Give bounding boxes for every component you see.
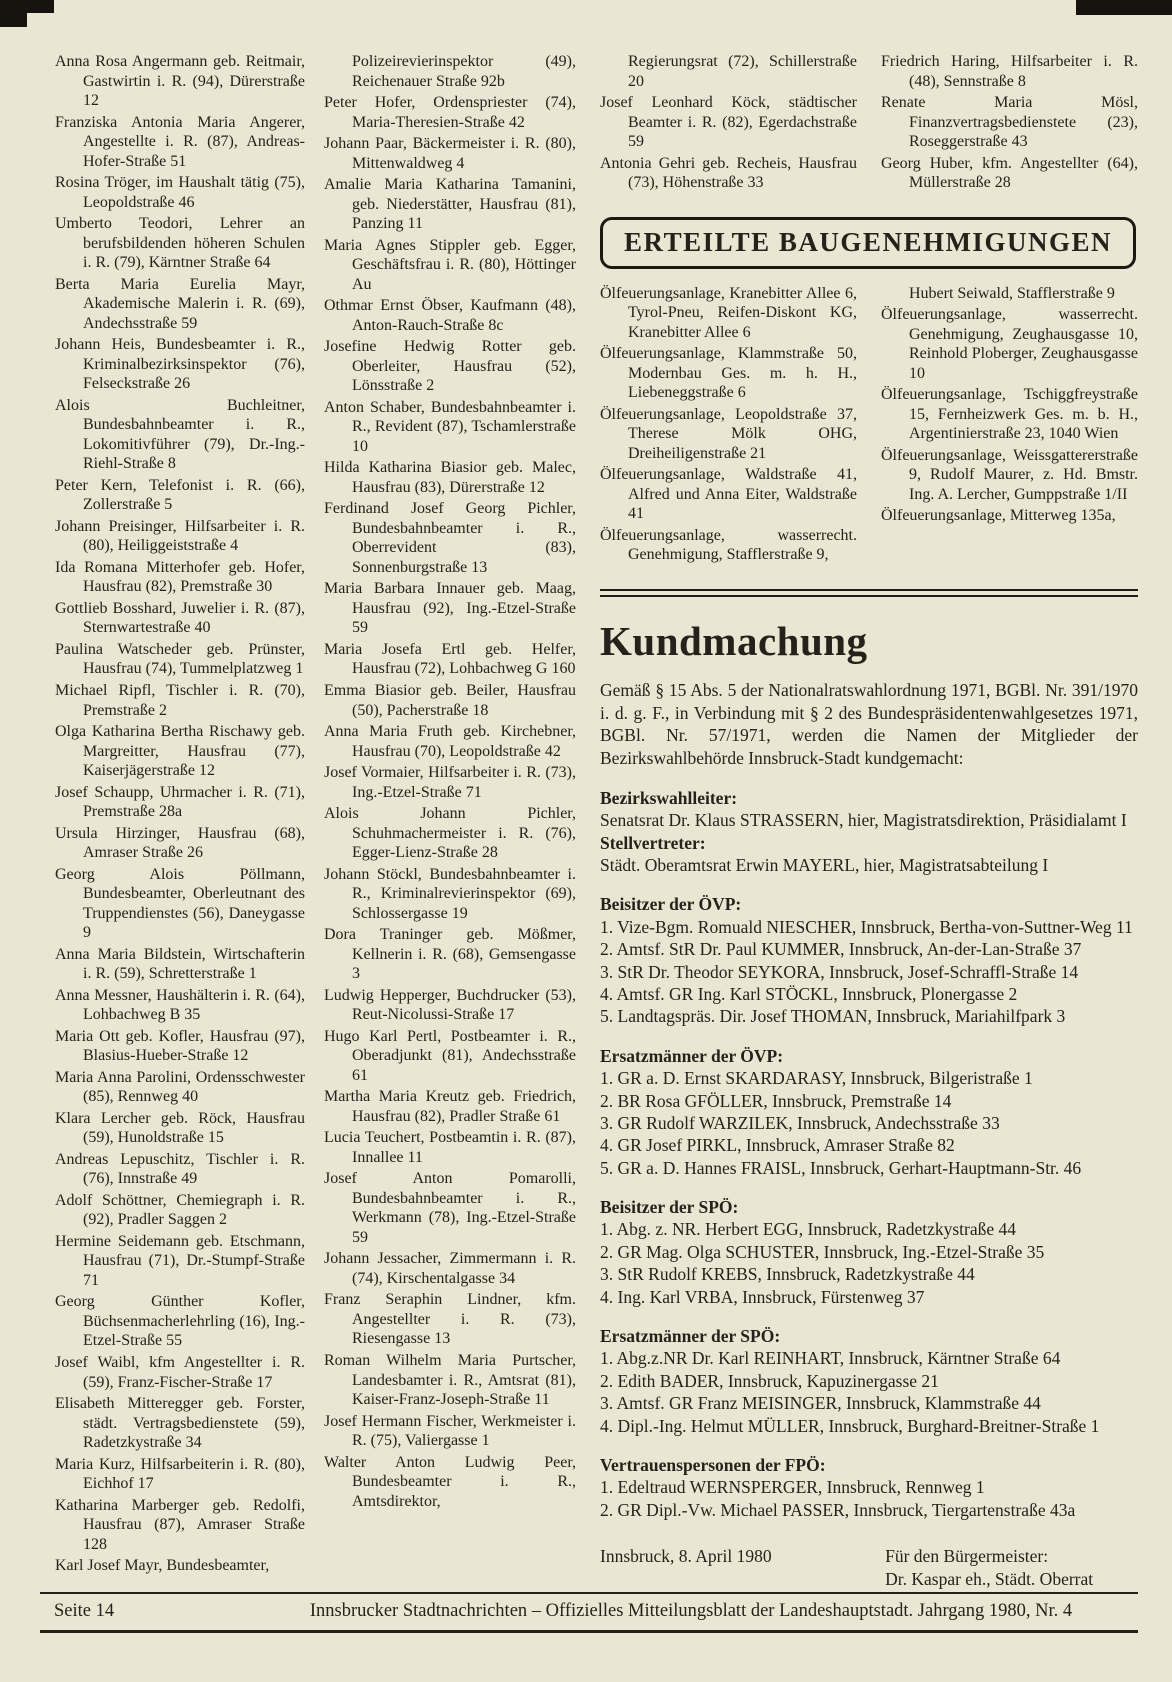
section-heading: Beisitzer der SPÖ: [600,1197,739,1218]
member-entry: 3. Amtsf. GR Franz MEISINGER, Innsbruck, Klammstraße 44 [600,1393,1041,1414]
permits-row [600,284,1138,567]
name-entry: Othmar Ernst Öbser, Kaufmann (48), Anton-Rauch-Straße 8c [324,297,576,334]
permit-entry: Ölfeuerungsanlage, Klammstraße 50, Modernbau Ges. m. h. H., Liebeneggstraße 6 [600,345,857,402]
names-column-4 [881,52,1138,195]
name-entry: Lucia Teuchert, Postbeamtin i. R. (87), Innallee 11 [324,1129,576,1166]
member-entry: 1. Edeltraud WERNSPERGER, Innsbruck, Rennweg 1 [600,1477,985,1498]
member-entry: Städt. Oberamtsrat Erwin MAYERL, hier, Magistratsabteilung I [600,855,1049,875]
name-entry: Johann Paar, Bäckermeister i. R. (80), Mittenwaldweg 4 [324,135,576,172]
signoff-for: Für den Bürgermeister: [885,1546,1049,1567]
section-heading: Ersatzmänner der SPÖ: [600,1326,781,1347]
print-registration-mark [1076,0,1172,15]
page-number: Seite 14 [54,1601,115,1621]
name-entry: Hugo Karl Pertl, Postbeamter i. R., Oberadjunkt (81), Andechsstraße 61 [324,1027,576,1084]
name-entry: Gottlieb Bosshard, Juwelier i. R. (87), Sternwartestraße 40 [55,599,305,637]
name-entry: Friedrich Haring, Hilfsarbeiter i. R. (48), Sennstraße 8 [881,53,1138,90]
member-entry: 4. Dipl.-Ing. Helmut MÜLLER, Innsbruck, Burghard-Breitner-Straße 1 [600,1415,1100,1436]
name-entry: Georg Günther Kofler, Büchsenmacherlehrling (16), Ing.-Etzel-Straße 55 [55,1293,305,1350]
name-entry: Georg Alois Pöllmann, Bundesbeamter, Oberleutnant des Truppendienstes (56), Daneygasse 9 [55,865,305,942]
name-entry: Renate Maria Mösl, Finanzvertragsbedienstete (23), Roseggerstraße 43 [881,94,1138,151]
member-entry: 5. GR a. D. Hannes FRAISL, Innsbruck, Gerhart-Hauptmann-Str. 46 [600,1157,1082,1178]
name-entry: Peter Kern, Telefonist i. R. (66), Zollerstraße 5 [55,476,305,514]
name-entry: Maria Anna Parolini, Ordensschwester (85), Rennweg 40 [55,1068,305,1106]
name-entry: Franziska Antonia Maria Angerer, Angestellte i. R. (87), Andreas-Hofer-Straße 51 [55,113,305,170]
kundmachung-sections [600,787,1138,1521]
member-entry: 2. BR Rosa GFÖLLER, Innsbruck, Premstraße 14 [600,1090,952,1111]
name-entry: Josef Schaupp, Uhrmacher i. R. (71), Premstraße 28a [55,783,305,821]
section-heading: Vertrauenspersonen der FPÖ: [600,1454,826,1475]
date-line: Innsbruck, 8. April 1980 [600,1546,772,1567]
name-entry: Ludwig Hepperger, Buchdrucker (53), Reut-Nicolussi-Straße 17 [324,986,576,1024]
member-entry: 3. StR Rudolf KREBS, Innsbruck, Radetzkystraße 44 [600,1264,975,1285]
name-entry: Michael Ripfl, Tischler i. R. (70), Premstraße 2 [55,681,305,719]
name-entry: Paulina Watscheder geb. Prünster, Hausfrau (74), Tummelplatzweg 1 [55,640,305,678]
name-entry: Elisabeth Mitteregger geb. Forster, städt. Vertragsbedienstete (59), Radetzkystraße 34 [55,1395,305,1452]
name-entry: Umberto Teodori, Lehrer an berufsbildenden höheren Schulen i. R. (79), Kärntner Straße 64 [55,215,305,272]
name-entry: Josef Anton Pomarolli, Bundesbahnbeamter i. R., Werkmann (78), Ing.-Etzel-Straße 59 [324,1170,576,1246]
name-entry: Emma Biasior geb. Beiler, Hausfrau (50), Pacherstraße 18 [324,681,576,719]
print-registration-mark [0,0,27,27]
permit-entry: Hubert Seiwald, Stafflerstraße 9 [909,284,1115,302]
signoff-name: Dr. Kaspar eh., Städt. Oberrat [885,1568,1094,1589]
permit-entry: Ölfeuerungsanlage, Waldstraße 41, Alfred und Anna Eiter, Waldstraße 41 [600,466,857,523]
member-entry: 1. Abg. z. NR. Herbert EGG, Innsbruck, Radetzkystraße 44 [600,1219,1017,1240]
member-entry: 4. GR Josef PIRKL, Innsbruck, Amraser Straße 82 [600,1135,955,1156]
member-entry: 4. Amtsf. GR Ing. Karl STÖCKL, Innsbruck, Plonergasse 2 [600,983,1018,1004]
name-entry: Alois Johann Pichler, Schuhmachermeister i. R. (76), Egger-Lienz-Straße 28 [324,805,576,862]
signoff-row [600,1545,1138,1591]
permits-column-1 [600,284,857,567]
name-entry: Walter Anton Ludwig Peer, Bundesbeamter i. R., Amtsdirektor, [324,1453,576,1510]
member-entry: 1. Vize-Bgm. Romuald NIESCHER, Innsbruck, Bertha-von-Suttner-Weg 11 [600,916,1133,937]
member-entry: 3. StR Dr. Theodor SEYKORA, Innsbruck, Josef-Schraffl-Straße 14 [600,961,1079,982]
kundmachung-intro: Gemäß § 15 Abs. 5 der Nationalratswahlordnung 1971, BGBl. Nr. 391/1970 i. d. g. F., in Verbindung mit § 2 des Bundespräsidentenwahlgesetzes 1971, BGBl. Nr. 57/1971, werden die Namen der Mitglieder der Bezirkswahlbehörde Innsbruck-Stadt kundgemacht: [600,679,1138,769]
names-column-3 [600,52,857,195]
name-entry: Maria Barbara Innauer geb. Maag, Hausfrau (92), Ing.-Etzel-Straße 59 [324,580,576,637]
name-entry: Josef Leonhard Köck, städtischer Beamter i. R. (82), Egerdachstraße 59 [600,94,857,151]
names-row [600,52,1138,195]
permit-entry: Ölfeuerungsanlage, Leopoldstraße 37, Therese Mölk OHG, Dreiheiligenstraße 21 [600,405,857,462]
section-divider [600,589,1138,597]
name-entry: Polizeirevierinspektor (49), Reichenauer Straße 92b [352,53,576,90]
name-entry: Anna Rosa Angermann geb. Reitmair, Gastwirtin i. R. (94), Dürerstraße 12 [55,53,305,110]
name-entry: Johann Jessacher, Zimmermann i. R. (74), Kirschentalgasse 34 [324,1250,576,1287]
permit-entry: Ölfeuerungsanlage, Mitterweg 135a, [881,507,1116,525]
section-heading: Ersatzmänner der ÖVP: [600,1045,784,1066]
member-entry: 1. Abg.z.NR Dr. Karl REINHART, Innsbruck, Kärntner Straße 64 [600,1348,1061,1369]
name-entry: Ferdinand Josef Georg Pichler, Bundesbahnbeamter i. R., Oberrevident (83), Sonnenburgstraße 13 [324,500,576,576]
name-entry: Anna Messner, Haushälterin i. R. (64), Lohbachweg B 35 [55,986,305,1024]
kundmachung-title: Kundmachung [600,617,868,664]
name-entry: Franz Seraphin Lindner, kfm. Angestellter i. R. (73), Riesengasse 13 [324,1291,576,1348]
permit-entry: Ölfeuerungsanlage, wasserrecht. Genehmigung, Zeughausgasse 10, Reinhold Ploberger, Zeughausgasse 10 [881,306,1138,382]
name-entry: Ida Romana Mitterhofer geb. Hofer, Hausfrau (82), Premstraße 30 [55,558,305,596]
permits-section-title: ERTEILTE BAUGENEHMIGUNGEN [624,226,1112,257]
name-entry: Johann Stöckl, Bundesbahnbeamter i. R., Kriminalrevierinspektor (69), Schlossergasse 19 [324,865,576,922]
name-entry: Katharina Marberger geb. Redolfi, Hausfrau (87), Amraser Straße 128 [55,1496,305,1553]
name-entry: Roman Wilhelm Maria Purtscher, Landesbamter i. R., Amtsrat (81), Kaiser-Franz-Joseph-Straße 11 [324,1352,576,1409]
names-column-1 [55,52,305,1578]
section-heading: Beisitzer der ÖVP: [600,894,742,915]
name-entry: Georg Huber, kfm. Angestellter (64), Müllerstraße 28 [881,154,1138,192]
permit-entry: Ölfeuerungsanlage, Weissgattererstraße 9, Rudolf Maurer, z. Hd. Bmstr. Ing. A. Lercher, Gumppstraße 1/II [881,446,1138,503]
name-entry: Dora Traninger geb. Mößmer, Kellnerin i. R. (68), Gemsengasse 3 [324,926,576,983]
name-entry: Rosina Tröger, im Haushalt tätig (75), Leopoldstraße 46 [55,174,305,211]
name-entry: Andreas Lepuschitz, Tischler i. R. (76), Innstraße 49 [55,1150,305,1188]
signoff-block [885,1545,1138,1591]
name-entry: Berta Maria Eurelia Mayr, Akademische Malerin i. R. (69), Andechsstraße 59 [55,275,305,332]
name-entry: Maria Agnes Stippler geb. Egger, Geschäftsfrau i. R. (80), Höttinger Au [324,236,576,293]
name-entry: Josef Hermann Fischer, Werkmeister i. R. (75), Valiergasse 1 [324,1412,576,1450]
name-entry: Josef Waibl, kfm Angestellter i. R. (59), Franz-Fischer-Straße 17 [55,1354,305,1391]
name-entry: Anna Maria Bildstein, Wirtschafterin i. R. (59), Schretterstraße 1 [55,945,305,983]
member-entry: 2. Edith BADER, Innsbruck, Kapuzinergasse 21 [600,1370,939,1391]
name-entry: Johann Preisinger, Hilfsarbeiter i. R. (80), Heiliggeiststraße 4 [55,517,305,555]
member-entry: 3. GR Rudolf WARZILEK, Innsbruck, Andechsstraße 33 [600,1112,1000,1133]
section-heading: Stellvertreter: [600,832,706,853]
name-entry: Regierungsrat (72), Schillerstraße 20 [628,53,857,90]
name-entry: Anton Schaber, Bundesbahnbeamter i. R., Revident (87), Tschamlerstraße 10 [324,398,576,455]
member-entry: 4. Ing. Karl VRBA, Innsbruck, Fürstenweg 37 [600,1286,925,1307]
name-entry: Peter Hofer, Ordenspriester (74), Maria-Theresien-Straße 42 [324,94,576,131]
permits-section-box [600,217,1136,269]
member-entry: 2. GR Dipl.-Vw. Michael PASSER, Innsbruck, Tiergartenstraße 43a [600,1499,1076,1520]
name-entry: Karl Josef Mayr, Bundesbeamter, [55,1557,270,1575]
name-entry: Josef Vormaier, Hilfsarbeiter i. R. (73), Ing.-Etzel-Straße 71 [324,764,576,801]
name-entry: Adolf Schöttner, Chemiegraph i. R. (92), Pradler Saggen 2 [55,1191,305,1229]
name-entry: Maria Josefa Ertl geb. Helfer, Hausfrau (72), Lohbachweg G 160 [324,640,576,678]
name-entry: Maria Ott geb. Kofler, Hausfrau (97), Blasius-Hueber-Straße 12 [55,1027,305,1065]
right-page-section [600,52,1138,1591]
name-entry: Hilda Katharina Biasior geb. Malec, Hausfrau (83), Dürerstraße 12 [324,459,576,496]
member-entry: 1. GR a. D. Ernst SKARDARASY, Innsbruck, Bilgeristraße 1 [600,1068,1033,1089]
name-entry: Anna Maria Fruth geb. Kirchebner, Hausfrau (70), Leopoldstraße 42 [324,723,576,760]
name-entry: Antonia Gehri geb. Recheis, Hausfrau (73), Höhenstraße 33 [600,154,857,192]
section-heading: Bezirkswahlleiter: [600,787,738,808]
names-column-2 [324,52,576,1513]
page-footer [40,1592,1138,1633]
permit-entry: Ölfeuerungsanlage, Kranebitter Allee 6, Tyrol-Pneu, Reifen-Diskont KG, Kranebitter Allee 6 [600,284,857,341]
name-entry: Ursula Hirzinger, Hausfrau (68), Amraser Straße 26 [55,824,305,862]
journal-title-line: Innsbrucker Stadtnachrichten – Offizielles Mitteilungsblatt der Landeshauptstadt. Jahrgang 1980, Nr. 4 [309,1601,1073,1621]
member-entry: 5. Landtagspräs. Dir. Josef THOMAN, Innsbruck, Mariahilfpark 3 [600,1006,1066,1027]
member-entry: 2. GR Mag. Olga SCHUSTER, Innsbruck, Ing.-Etzel-Straße 35 [600,1241,1045,1262]
name-entry: Amalie Maria Katharina Tamanini, geb. Niederstätter, Hausfrau (81), Panzing 11 [324,176,576,233]
name-entry: Martha Maria Kreutz geb. Friedrich, Hausfrau (82), Pradler Straße 61 [324,1088,576,1125]
name-entry: Maria Kurz, Hilfsarbeiterin i. R. (80), Eichhof 17 [55,1455,305,1493]
name-entry: Josefine Hedwig Rotter geb. Oberleiter, Hausfrau (52), Lönsstraße 2 [324,338,576,395]
permit-entry: Ölfeuerungsanlage, wasserrecht. Genehmigung, Stafflerstraße 9, [600,526,857,564]
member-entry: 2. Amtsf. StR Dr. Paul KUMMER, Innsbruck, An-der-Lan-Straße 37 [600,939,1082,960]
name-entry: Hermine Seidemann geb. Etschmann, Hausfrau (71), Dr.-Stumpf-Straße 71 [55,1232,305,1289]
permit-entry: Ölfeuerungsanlage, Tschiggfreystraße 15, Fernheizwerk Ges. m. b. H., Argentinierstraße 23, 1040 Wien [881,386,1138,443]
name-entry: Olga Katharina Bertha Rischawy geb. Margreitter, Hausfrau (77), Kaiserjägerstraße 12 [55,723,305,780]
name-entry: Klara Lercher geb. Röck, Hausfrau (59), Hunoldstraße 15 [55,1109,305,1147]
permits-column-2 [881,284,1138,567]
name-entry: Alois Buchleitner, Bundesbahnbeamter i. R., Lokomitivführer (79), Dr.-Ing.-Riehl-Straße 8 [55,396,305,473]
name-entry: Johann Heis, Bundesbeamter i. R., Kriminalbezirksinspektor (76), Felseckstraße 26 [55,336,305,393]
member-entry: Senatsrat Dr. Klaus STRASSERN, hier, Magistratsdirektion, Präsidialamt I [600,810,1127,831]
